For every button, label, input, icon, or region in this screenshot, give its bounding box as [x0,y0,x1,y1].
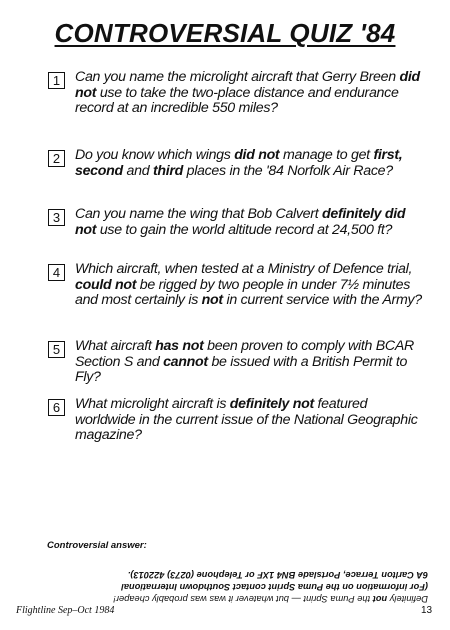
answer-line [28,569,428,581]
answer-label: Controversial answer: [47,540,147,551]
text-run: What microlight aircraft is [75,396,230,412]
emphasis-text: definitely not [229,396,314,412]
text-run: and [122,162,153,179]
text-run: Do you know which wings [75,147,235,163]
emphasis-text: 6A Carlton Terrace, Portslade BN4 1XF or Telephone (0273) 422013). [127,570,428,580]
emphasis-text: could not [75,276,137,293]
emphasis-text: definitely did not [75,206,406,238]
emphasis-text: not [372,594,388,604]
text-run: featured worldwide in the current issue of the National Geographic magazine? [75,396,418,443]
emphasis-text: did not [234,147,280,163]
question-text [75,339,427,386]
question-number-box: 1 [48,72,65,89]
text-run: been proven to comply with BCAR Section S and [75,338,414,370]
text-run: manage to get [279,147,374,163]
question-number-box: 5 [48,341,65,358]
emphasis-text: did not [75,69,420,101]
text-run: be rigged by two people in under 7½ minutes and most certainly is [75,276,411,308]
emphasis-text: first, second [75,147,403,179]
question-text [75,70,427,117]
text-run: the Puma Sprint — but whatever it was was probably cheaper! [113,594,373,604]
emphasis-text: (For information on the Puma Sprint contact Southdown International [121,582,428,592]
question-text [75,207,427,238]
text-run: Which aircraft, when tested at a Ministry of Defence trial, [75,261,413,277]
text-run: Can you name the microlight aircraft that Gerry Breen [75,69,400,85]
emphasis-text: has not [155,338,204,354]
answer-line [28,593,428,605]
answer-line [28,581,428,593]
question-text [75,262,427,309]
text-run: use to take the two-place distance and endurance record at an incredible 550 miles? [75,84,399,116]
text-run: in current service with the Army? [222,292,422,308]
text-run: be issued with a British Permit to Fly? [75,353,408,385]
question-number-box: 3 [48,209,65,226]
text-run: use to gain the world altitude record at 24,500 ft? [96,221,393,238]
text-run: Can you name the wing that Bob Calvert [75,206,322,222]
emphasis-text: not [201,292,223,308]
emphasis-text: cannot [163,353,208,370]
question-text [75,397,427,444]
question-number-box: 6 [48,399,65,416]
emphasis-text: third [152,162,183,179]
footer-page-number: 13 [421,605,433,616]
quiz-title-block [0,18,450,58]
quiz-title: CONTROVERSIAL QUIZ '84 [54,18,396,48]
question-number-box: 2 [48,150,65,167]
question-text [75,148,427,179]
question-number-box: 4 [48,264,65,281]
text-run: Definitely [387,594,428,604]
text-run: What aircraft [75,338,156,354]
upside-down-answer [28,555,428,605]
text-run: places in the '84 Norfolk Air Race? [182,162,393,179]
footer-publication: Flightline Sep–Oct 1984 [16,605,115,616]
